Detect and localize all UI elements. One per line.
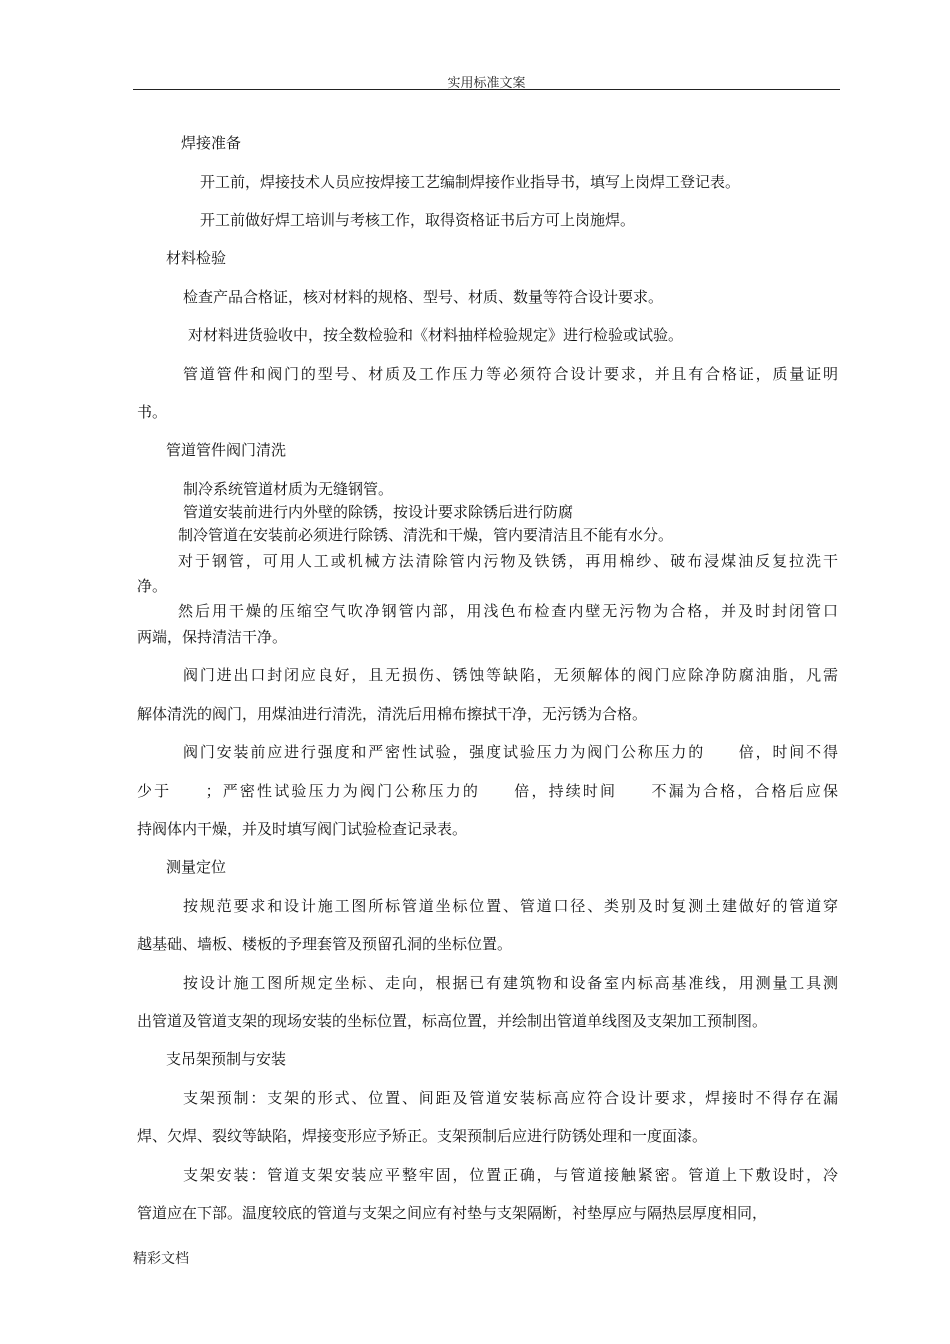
section-heading-welding-prep: 焊接准备 [181, 134, 242, 152]
paragraph-line: 开工前做好焊工培训与考核工作，取得资格证书后方可上岗施焊。 [200, 211, 636, 229]
paragraph-line: 出管道及管道支架的现场安装的坐标位置，标高位置，并绘制出管道单线图及支架加工预制图。 [137, 1012, 768, 1030]
paragraph-line: 阀门进出口封闭应良好，且无损伤、锈蚀等缺陷，无须解体的阀门应除净防腐油脂，凡需 [183, 666, 838, 684]
paragraph-line: 书。 [137, 403, 168, 421]
paragraph-line: 解体清洗的阀门，用煤油进行清洗，清洗后用棉布擦拭干净，无污锈为合格。 [137, 705, 648, 723]
paragraph-line: 管道管件和阀门的型号、材质及工作压力等必须符合设计要求，并且有合格证，质量证明 [183, 365, 838, 383]
paragraph-line: 按设计施工图所规定坐标、走向，根据已有建筑物和设备室内标高基准线，用测量工具测 [183, 974, 838, 992]
paragraph-line: 支架预制：支架的形式、位置、间距及管道安装标高应符合设计要求，焊接时不得存在漏 [183, 1089, 838, 1107]
paragraph-line: 少于 ；严密性试验压力为阀门公称压力的 倍，持续时间 不漏为合格，合格后应保 [137, 782, 838, 800]
paragraph-line: 制冷系统管道材质为无缝钢管。 [183, 480, 394, 498]
paragraph-line: 阀门安装前应进行强度和严密性试验，强度试验压力为阀门公称压力的 倍，时间不得 [183, 743, 838, 761]
paragraph-line: 检查产品合格证，核对材料的规格、型号、材质、数量等符合设计要求。 [183, 288, 664, 306]
paragraph-line: 制冷管道在安装前必须进行除锈、清洗和干燥，管内要清洁且不能有水分。 [178, 526, 674, 544]
paragraph-line: 按规范要求和设计施工图所标管道坐标位置、管道口径、类别及时复测土建做好的管道穿 [183, 897, 838, 915]
paragraph-line: 对于钢管，可用人工或机械方法清除管内污物及铁锈，再用棉纱、破布浸煤油反复拉洗干 [178, 552, 838, 570]
paragraph-line: 两端，保持清洁干净。 [137, 628, 288, 646]
paragraph-line: 管道应在下部。温度较底的管道与支架之间应有衬垫与支架隔断，衬垫厚应与隔热层厚度相同， [137, 1204, 768, 1222]
paragraph-line: 焊、欠焊、裂纹等缺陷，焊接变形应予矫正。支架预制后应进行防锈处理和一度面漆。 [137, 1127, 708, 1145]
paragraph-line: 支架安装：管道支架安装应平整牢固，位置正确，与管道接触紧密。管道上下敷设时，冷 [183, 1166, 838, 1184]
section-heading-measurement: 测量定位 [166, 858, 227, 876]
page-header: 实用标准文案 [447, 76, 526, 91]
paragraph-line: 开工前，焊接技术人员应按焊接工艺编制焊接作业指导书，填写上岗焊工登记表。 [200, 173, 741, 191]
header-divider [133, 89, 840, 90]
paragraph-line: 管道安装前进行内外壁的除锈，按设计要求除锈后进行防腐 [183, 503, 574, 521]
paragraph-line: 对材料进货验收中，按全数检验和《材料抽样检验规定》进行检验或试验。 [188, 326, 684, 344]
section-heading-cleaning: 管道管件阀门清洗 [166, 441, 287, 459]
paragraph-line: 然后用干燥的压缩空气吹净钢管内部，用浅色布检查内壁无污物为合格，并及时封闭管口 [178, 602, 838, 620]
section-heading-material-inspection: 材料检验 [166, 249, 227, 267]
page-footer: 精彩文档 [133, 1251, 189, 1267]
paragraph-line: 净。 [137, 577, 168, 595]
paragraph-line: 越基础、墙板、楼板的予理套管及预留孔洞的坐标位置。 [137, 935, 513, 953]
section-heading-supports: 支吊架预制与安装 [166, 1050, 287, 1068]
paragraph-line: 持阀体内干燥，并及时填写阀门试验检查记录表。 [137, 820, 468, 838]
